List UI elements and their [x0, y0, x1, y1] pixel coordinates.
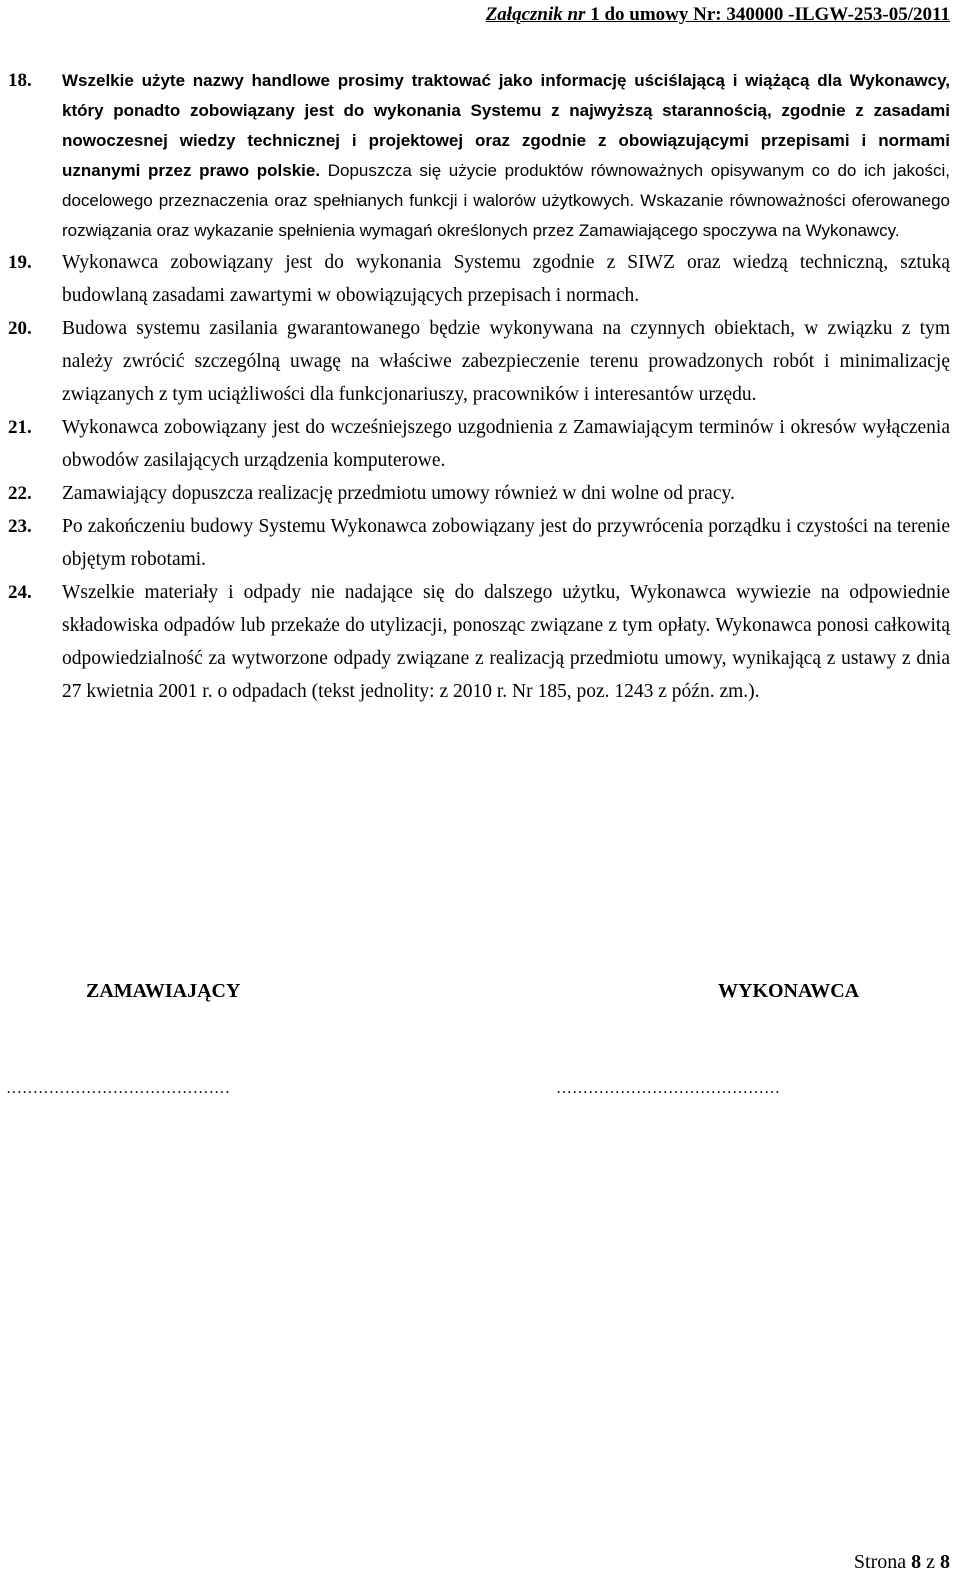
item-text: Budowa systemu zasilania gwarantowanego będzie wykonywana na czynnych obiektach, w związku z tym należy zwrócić szczególną uwagę na właściwe zabezpieczenie terenu prowadzonych robót i minimalizację związanych z tym uciążliwości dla funkcjonariuszy, pracowników i interesantów urzędu.	[62, 318, 950, 405]
list-item	[8, 246, 950, 312]
list-item	[8, 576, 950, 708]
item-text: Wykonawca zobowiązany jest do wcześniejszego uzgodnienia z Zamawiającym terminów i okresów wyłączenia obwodów zasilających urządzenia komputerowe.	[62, 417, 950, 471]
footer-page-total: 8	[940, 1551, 950, 1573]
header-attachment: Załącznik nr	[485, 4, 586, 25]
signature-label-wykonawca: WYKONAWCA	[718, 980, 860, 1002]
numbered-list	[8, 66, 950, 708]
item-number: 18.	[8, 70, 32, 91]
item-normal-text: Dopuszcza się użycie produktów równoważnych opisywanym co do ich jakości, docelowego przeznaczenia oraz spełnianych funkcji i walorów użytkowych. Wskazanie równoważności oferowanego rozwiązania oraz wykazanie spełnienia wymagań określonych przez Zamawiającego spoczywa na Wykonawcy.	[62, 161, 951, 240]
page-footer	[854, 1551, 950, 1574]
item-number: 23.	[8, 516, 32, 537]
page-header	[486, 4, 950, 26]
item-number: 20.	[8, 318, 32, 339]
item-number: 19.	[8, 252, 32, 273]
item-number: 24.	[8, 582, 32, 603]
signature-label-zamawiajacy: ZAMAWIAJĄCY	[86, 980, 241, 1002]
list-item	[8, 477, 950, 510]
item-bold-text: Wszelkie użyte nazwy handlowe prosimy traktować jako informację uściślającą i wiążącą dla Wykonawcy, który ponadto zobowiązany jest do wykonania Systemu z najwyższą starannością, zgodnie z zasadami nowoczesnej wiedzy technicznej i projektowej oraz zgodnie z obowiązującymi przepisami i normami uznanymi przez prawo polskie.	[62, 71, 950, 180]
item-text: Wszelkie materiały i odpady nie nadające się do dalszego użytku, Wykonawca wywiezie na odpowiednie składowiska odpadów lub przekaże do utylizacji, ponosząc związane z tym opłaty. Wykonawca ponosi całkowitą odpowiedzialność za wytworzone odpady związane z realizacją przedmiotu umowy, wynikającą z ustawy z dnia 27 kwietnia 2001 r. o odpadach (tekst jednolity: z 2010 r. Nr 185, poz. 1243 z późn. zm.).	[62, 582, 950, 702]
item-text: Wykonawca zobowiązany jest do wykonania Systemu zgodnie z SIWZ oraz wiedzą techniczną, sztuką budowlaną zasadami zawartymi w obowiązujących przepisach i normach.	[62, 252, 950, 306]
item-number: 21.	[8, 417, 32, 438]
footer-of-word: z	[926, 1551, 935, 1573]
item-text	[62, 66, 950, 246]
footer-page-word: Strona	[853, 1551, 907, 1573]
item-number: 22.	[8, 483, 32, 504]
item-text: Zamawiający dopuszcza realizację przedmiotu umowy również w dni wolne od pracy.	[62, 483, 735, 504]
item-text: Po zakończeniu budowy Systemu Wykonawca zobowiązany jest do przywrócenia porządku i czystości na terenie objętym robotami.	[62, 516, 950, 570]
list-item	[8, 411, 950, 477]
signature-line-right: ……………………………………	[556, 1080, 780, 1097]
list-item	[8, 66, 950, 246]
header-contract-number: 1 do umowy Nr: 340000 -ILGW-253-05/2011	[585, 4, 950, 25]
signature-line-left: ……………………………………	[6, 1080, 230, 1097]
list-item	[8, 312, 950, 411]
footer-page-current: 8	[911, 1551, 922, 1573]
list-item	[8, 510, 950, 576]
